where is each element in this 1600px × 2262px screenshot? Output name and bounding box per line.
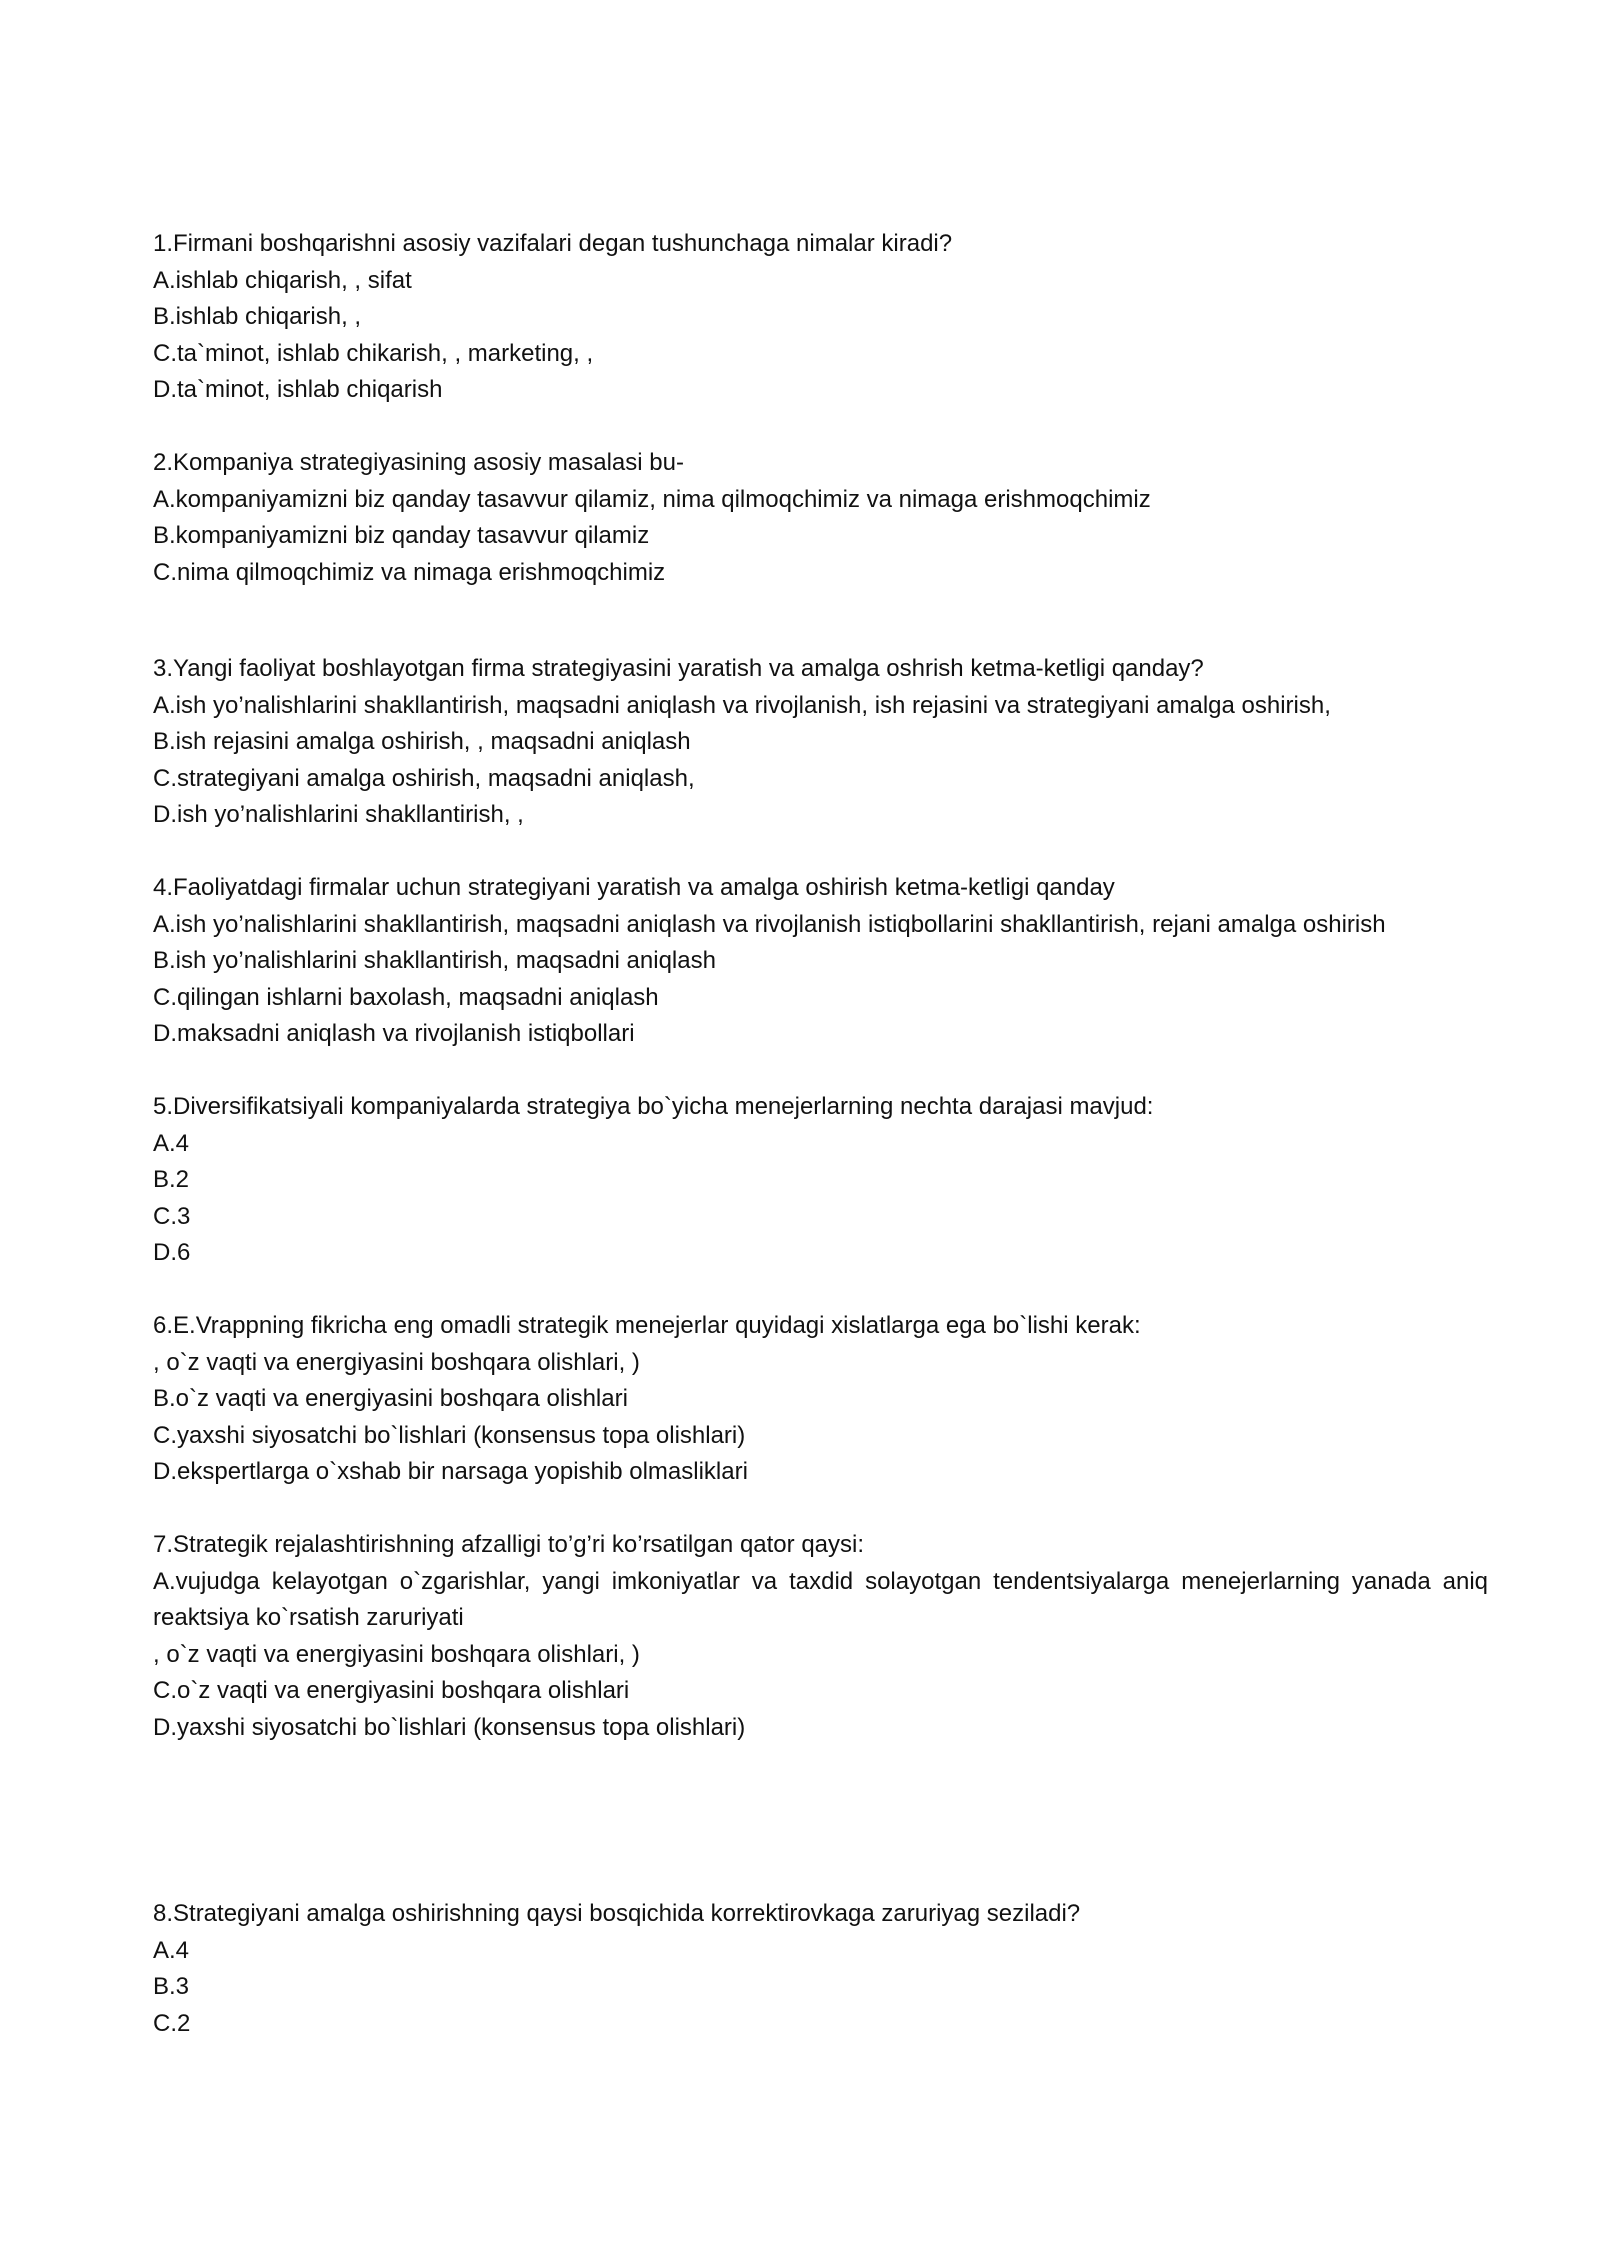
answer-option: B.3 — [153, 1973, 190, 2000]
quiz-content — [153, 226, 1488, 2042]
question-block — [153, 1089, 1488, 1272]
answer-option: , o`z vaqti va energiyasini boshqara olishlari, ) — [153, 1640, 640, 1668]
question-block — [153, 1527, 1488, 1746]
question-block — [153, 870, 1488, 1053]
answer-option: D.ish yo’nalishlarini shakllantirish, , — [153, 801, 524, 828]
question-text: 8.Strategiyani amalga oshirishning qaysi bosqichida korrektirovkaga zaruriyag seziladi? — [153, 1900, 1081, 1927]
answer-option: C.o`z vaqti va energiyasini boshqara olishlari — [153, 1677, 630, 1704]
question-text: 6.E.Vrappning fikricha eng omadli strategik menejerlar quyidagi xislatlarga ega bo`lishi kerak: — [153, 1312, 1141, 1339]
answer-option: D.maksadni aniqlash va rivojlanish istiqbollari — [153, 1020, 635, 1047]
answer-option: C.3 — [153, 1202, 191, 1230]
answer-option: B.ish rejasini amalga oshirish, , maqsadni aniqlash — [153, 728, 691, 755]
question-text: 1.Firmani boshqarishni asosiy vazifalari degan tushunchaga nimalar kiradi? — [153, 230, 953, 257]
answer-option: D.ekspertlarga o`xshab bir narsaga yopishib olmasliklari — [153, 1458, 748, 1485]
answer-option: C.strategiyani amalga oshirish, maqsadni aniqlash, — [153, 764, 695, 792]
question-block — [153, 651, 1488, 834]
answer-option: D.yaxshi siyosatchi bo`lishlari (konsensus topa olishlari) — [153, 1713, 746, 1741]
answer-option: D.ta`minot, ishlab chiqarish — [153, 376, 443, 403]
answer-option: C.nima qilmoqchimiz va nimaga erishmoqchimiz — [153, 558, 666, 586]
answer-option: , o`z vaqti va energiyasini boshqara olishlari, ) — [153, 1348, 640, 1376]
question-text: 7.Strategik rejalashtirishning afzalligi to’g’ri ko’rsatilgan qator qaysi: — [153, 1531, 865, 1558]
answer-option: D.6 — [153, 1239, 191, 1266]
answer-option: B.kompaniyamizni biz qanday tasavvur qilamiz — [153, 522, 650, 549]
question-text: 4.Faoliyatdagi firmalar uchun strategiyani yaratish va amalga oshirish ketma-ketligi qanday — [153, 874, 1115, 901]
answer-option: B.ish yo’nalishlarini shakllantirish, maqsadni aniqlash — [153, 947, 716, 974]
answer-option: C.yaxshi siyosatchi bo`lishlari (konsensus topa olishlari) — [153, 1421, 746, 1449]
question-text: 3.Yangi faoliyat boshlayotgan firma strategiyasini yaratish va amalga oshrish ketma-ketligi qanday? — [153, 655, 1204, 682]
answer-option: B.ishlab chiqarish, , — [153, 303, 362, 330]
answer-option: A.4 — [153, 1936, 190, 1964]
answer-option: A.kompaniyamizni biz qanday tasavvur qilamiz, nima qilmoqchimiz va nimaga erishmoqchimiz — [153, 485, 1151, 513]
answer-option: B.2 — [153, 1166, 190, 1193]
answer-option: A.ish yo’nalishlarini shakllantirish, maqsadni aniqlash va rivojlanish istiqbollarini shakllantirish, rejani amalga oshirish — [153, 910, 1386, 938]
answer-option: A.4 — [153, 1129, 190, 1157]
answer-option: C.2 — [153, 2009, 191, 2037]
question-block — [153, 1896, 1488, 2042]
answer-option: B.o`z vaqti va energiyasini boshqara olishlari — [153, 1385, 628, 1412]
answer-option: C.qilingan ishlarni baxolash, maqsadni aniqlash — [153, 983, 659, 1011]
question-text: 5.Diversifikatsiyali kompaniyalarda strategiya bo`yicha menejerlarning nechta darajasi mavjud: — [153, 1093, 1154, 1120]
answer-option: A.ishlab chiqarish, , sifat — [153, 266, 412, 294]
answer-option: A.vujudga kelayotgan o`zgarishlar, yangi imkoniyatlar va taxdid solayotgan tendentsiyalarga menejerlarning yanada aniq reaktsiya ko`rsatish zaruriyati — [153, 1567, 1488, 1631]
question-text: 2.Kompaniya strategiyasining asosiy masalasi bu- — [153, 449, 684, 476]
question-block — [153, 1308, 1488, 1491]
question-block — [153, 445, 1488, 591]
answer-option: C.ta`minot, ishlab chikarish, , marketing, , — [153, 339, 594, 367]
answer-option: A.ish yo’nalishlarini shakllantirish, maqsadni aniqlash va rivojlanish, ish rejasini va strategiyani amalga oshirish, — [153, 691, 1331, 719]
question-block — [153, 226, 1488, 409]
